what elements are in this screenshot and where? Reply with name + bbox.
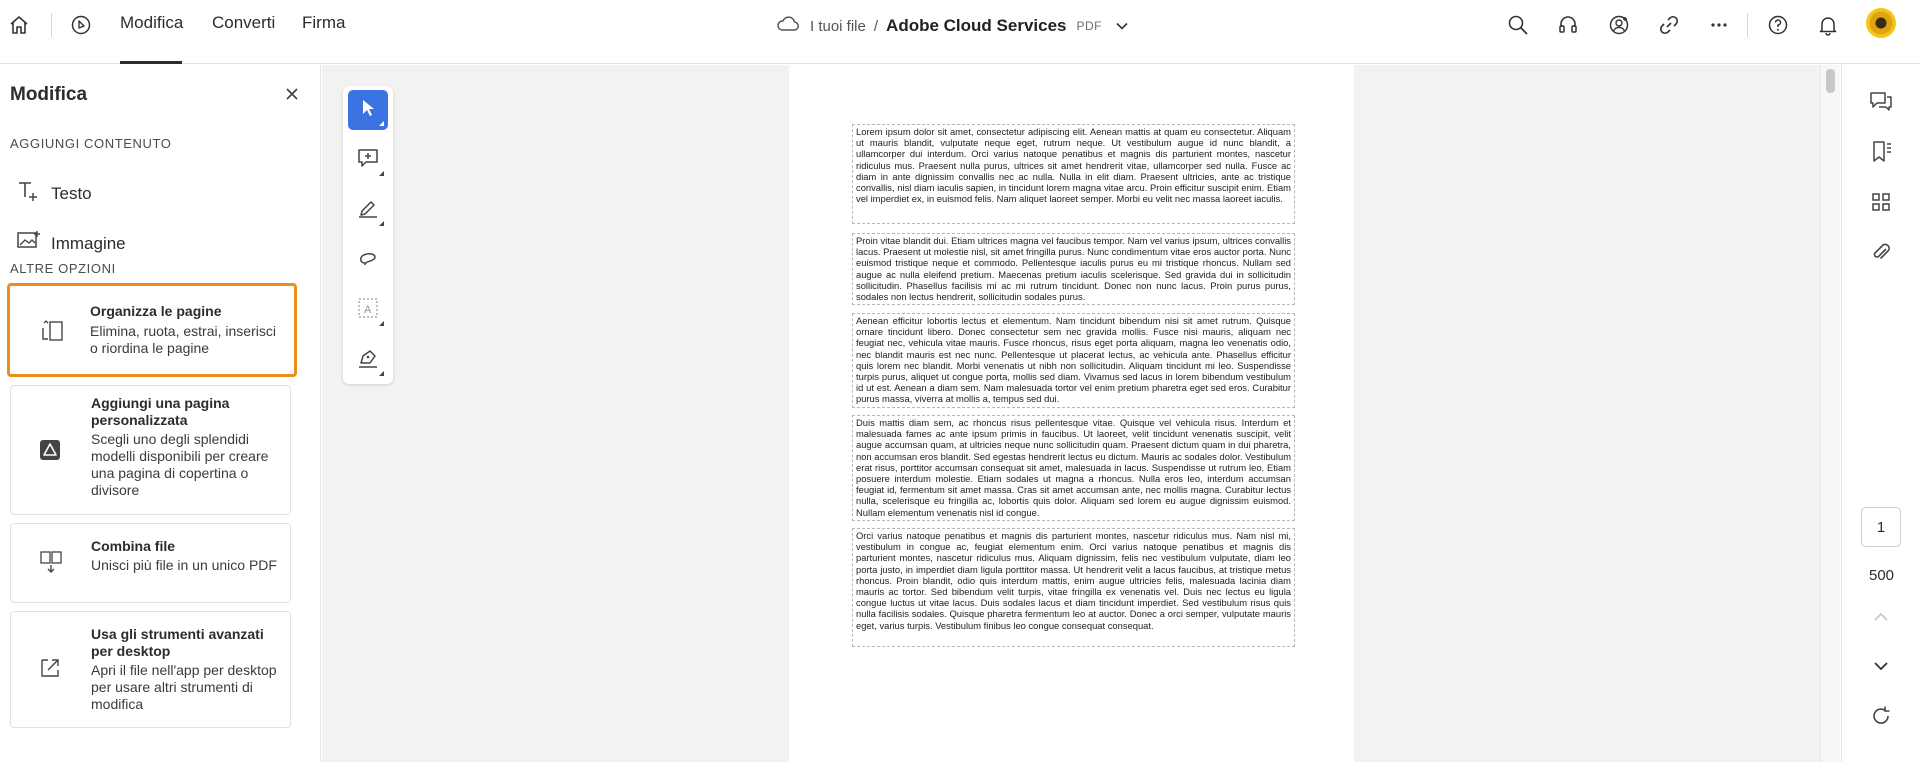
text-block[interactable]: Lorem ipsum dolor sit amet, consectetur adipiscing elit. Aenean mattis at quam eu consectetur. Aliquam ut mauris blandit, vulputate neque eget, rutrum neque. Ut vestibulum augue id nunc blandit, a ullamcorper dui interdum. Orci varius natoque penatibus et magnis dis parturient montes, nascetur ridiculus mus. Praesent nulla purus, ultrices sit amet hendrerit vitae, ullamcorper sed nulla. Fusce ac diam in ante dignissim convallis nec ac nulla. Nulla in elit diam. Praesent ultricies, ante ac tristique convallis, nisl diam iaculis sapien, in tincidunt lorem magna vitae arcu. Proin efficitur suscipit enim. Etiam vel imperdiet ex, in euismod felis. Nam aliquet laoreet semper. Morbi eu velit nec massa laoreet iaculis.	[852, 124, 1295, 224]
card-description: Unisci più file in un unico PDF	[91, 557, 277, 573]
tool-options-indicator	[379, 171, 384, 176]
bookmarks-icon[interactable]	[1866, 137, 1896, 167]
card-description: Apri il file nell'app per desktop per usare altri strumenti di modifica	[91, 662, 277, 712]
open-in-desktop-icon	[39, 657, 63, 681]
edit-panel	[0, 65, 321, 762]
chevron-up-icon[interactable]	[1866, 602, 1896, 632]
top-bar	[0, 0, 1920, 64]
card-title: Organizza le pagine	[90, 303, 222, 319]
scrollbar-thumb[interactable]	[1826, 69, 1835, 93]
add-text-label: Testo	[51, 183, 92, 203]
card-description: Elimina, ruota, estrai, inserisci o riordina le pagine	[90, 323, 276, 356]
document-title[interactable]: Adobe Cloud Services	[886, 16, 1067, 35]
page-thumbnails-icon[interactable]	[1866, 187, 1896, 217]
tool-options-indicator	[379, 321, 384, 326]
tool-options-indicator	[379, 121, 384, 126]
card-title: Combina file	[91, 538, 176, 554]
comment-plus-icon	[357, 147, 379, 174]
text-block[interactable]: Duis mattis diam sem, ac rhoncus risus pellentesque vitae. Quisque vel vehicula risus. Interdum et malesuada fames ac ante ipsum primis in faucibus. Ut laoreet, velit tincidunt venenatis suscipit, velit augue accumsan quam, at ultricies neque nunc sollicitudin quam. Praesent dictum quam in dui pharetra, non accumsan eros blandit. Sed egestas hendrerit lectus eu dictum. Mauris ac sodales dolor. Vestibulum erat risus, porttitor accumsan consequat sit amet, malesuada in lacus. Suspendisse ut rutrum leo. Etiam posuere interdum molestie. Etiam sodales ut magna a rhoncus. Nulla eros leo, interdum accumsan feugiat id, fermentum sit amet massa. Cras sit amet accumsan ante, nec mollis magna. Curabitur lectus nulla, scelerisque eu fringilla ac, lobortis quis dolor. Aliquam sed lorem eu augue dignissim euismod. Nullam elementum venenatis nisl id congue.	[852, 415, 1295, 521]
page-template-icon	[39, 439, 63, 463]
organize-pages-card[interactable]	[7, 283, 297, 377]
text-block[interactable]: Orci varius natoque penatibus et magnis dis parturient montes, nascetur ridiculus mus. Nam nisl mi, vestibulum in congue ac, feugiat elementum enim. Orci varius natoque penatibus et magnis dis parturient montes, nascetur ridiculus mus. Aliquam dignissim, felis nec vestibulum vulputate, diam leo porta justo, in imperdiet diam ligula porttitor massa. Ut hendrerit velit a lacus faucibus, at tristique metus rhoncus. Proin blandit, odio quis interdum mattis, enim augue ultricies felis, malesuada lacinia diam mauris ac tortor. Sed bibendum velit turpis, vitae fringilla ex venenatis vel. Duis nec lectus eu ligula congue luctus ut vitae lacus. Duis sodales lacus et diam tincidunt imperdiet. Sed vestibulum risus quis nulla facilisis sodales. Quisque pharetra fermentum leo at auctor. Donec a orci semper, vulputate mauris eget, varius turpis. Vestibulum finibus leo congue consequat consequat.	[852, 528, 1295, 647]
tab-firma[interactable]: Firma	[302, 13, 346, 32]
select-tool-button[interactable]	[348, 90, 388, 130]
avatar[interactable]	[1866, 8, 1896, 38]
toolbar-divider	[1747, 13, 1748, 37]
breadcrumb	[776, 14, 1128, 38]
chevron-down-icon[interactable]	[1116, 17, 1128, 35]
acrobat-tools-icon[interactable]	[68, 12, 94, 38]
freehand-lasso-icon	[357, 247, 379, 274]
current-page-input[interactable]: 1	[1861, 507, 1901, 547]
text-block[interactable]: Aenean efficitur lobortis lectus et elementum. Nam tincidunt bibendum nisi sit amet rutrum. Quisque ornare tincidunt libero. Donec consectetur sem nec gravida mollis. Fusce nisi mauris, aliquam nec feugiat nec, vehicula vitae mauris. Fusce rhoncus, risus eget porta aliquam, magna leo venenatis odio, nec blandit mauris est nec nunc. Pellentesque ut placerat lectus, ac vehicula ante. Phasellus efficitur quis lorem nec blandit. Morbi venenatis ut nibh non sollicitudin. Aliquam tincidunt mi leo. Suspendisse turpis purus, aliquet ut congue porta, mollis sed diam. Vivamus sed lacus in lorem bibendum vestibulum id ut est. Aenean a diam sem. Nam malesuada tortor vel enim pretium pharetra eget sed eros. Curabitur purus massa, viverra at mollis a, tempus sed dui.	[852, 313, 1295, 408]
search-icon[interactable]	[1505, 12, 1531, 38]
right-rail	[1841, 65, 1920, 762]
add-user-icon[interactable]	[1606, 12, 1632, 38]
tab-modifica[interactable]: Modifica	[120, 13, 184, 32]
sign-tool-button[interactable]	[348, 340, 388, 380]
notifications-bell-icon[interactable]	[1815, 12, 1841, 38]
home-icon[interactable]	[6, 12, 32, 38]
section-label-other-options: ALTRE OPZIONI	[10, 261, 116, 276]
add-custom-page-card[interactable]	[10, 385, 291, 515]
add-text-button[interactable]	[17, 180, 92, 207]
toolbar-divider	[51, 13, 52, 37]
desktop-tools-card[interactable]	[10, 611, 291, 728]
close-icon[interactable]	[283, 85, 301, 103]
comments-icon[interactable]	[1866, 87, 1896, 117]
card-title: Aggiungi una pagina personalizzata	[91, 395, 230, 428]
add-text-icon	[17, 180, 41, 207]
tab-converti[interactable]: Converti	[212, 13, 276, 32]
headset-icon[interactable]	[1555, 12, 1581, 38]
help-icon[interactable]	[1765, 12, 1791, 38]
combine-files-icon	[39, 550, 63, 574]
add-comment-tool-button[interactable]	[348, 140, 388, 180]
cursor-arrow-icon	[359, 98, 377, 123]
breadcrumb-separator: /	[873, 17, 879, 35]
highlighter-pen-icon	[357, 197, 379, 224]
total-pages: 500	[1868, 567, 1895, 584]
card-title: Usa gli strumenti avanzati per desktop	[91, 626, 264, 659]
section-label-add-content: AGGIUNGI CONTENUTO	[10, 136, 172, 151]
refresh-icon[interactable]	[1866, 701, 1896, 731]
text-block[interactable]: Proin vitae blandit dui. Etiam ultrices magna vel faucibus tempor. Nam vel varius ipsum, ultrices convallis lacus. Praesent ut molestie nisl, sit amet fringilla purus. Nunc condimentum vitae eros auctor porta. Nunc euismod tristique neque et commodo. Pellentesque iaculis purus eu mi tristique rhoncus. Nullam sed augue ac nulla eleifend pretium. Maecenas pretium iaculis scelerisque. Sed gravida dui in sollicitudin sollicitudin. Phasellus facilisis mi ac mi rutrum tincidunt. Donec non nunc lacus. Proin purus purus, sodales non lectus hendrerit, sollicitudin sodales purus.	[852, 233, 1295, 305]
highlight-tool-button[interactable]	[348, 190, 388, 230]
text-box-icon	[357, 297, 379, 324]
organize-pages-icon	[40, 319, 64, 343]
tool-options-indicator	[379, 371, 384, 376]
vertical-scrollbar[interactable]	[1820, 65, 1840, 762]
text-box-tool-button[interactable]	[348, 290, 388, 330]
tool-options-indicator	[379, 221, 384, 226]
add-image-button[interactable]	[17, 230, 126, 257]
document-type-badge: PDF	[1076, 19, 1102, 33]
chevron-down-icon[interactable]	[1866, 651, 1896, 681]
attachments-icon[interactable]	[1866, 237, 1896, 267]
more-options-icon[interactable]	[1706, 12, 1732, 38]
svg-text:A: A	[364, 303, 372, 316]
link-icon[interactable]	[1656, 12, 1682, 38]
panel-title: Modifica	[10, 84, 88, 105]
combine-files-card[interactable]	[10, 523, 291, 603]
draw-tool-button[interactable]	[348, 240, 388, 280]
card-description: Scegli uno degli splendidi modelli disponibili per creare una pagina di copertina o divisore	[91, 431, 269, 498]
add-image-label: Immagine	[51, 233, 126, 253]
add-image-icon	[17, 230, 41, 257]
breadcrumb-your-files[interactable]: I tuoi file	[810, 17, 866, 35]
edit-toolbar	[343, 86, 393, 384]
cloud-icon	[776, 15, 800, 38]
fountain-pen-icon	[357, 347, 379, 374]
active-tab-indicator	[120, 61, 182, 64]
